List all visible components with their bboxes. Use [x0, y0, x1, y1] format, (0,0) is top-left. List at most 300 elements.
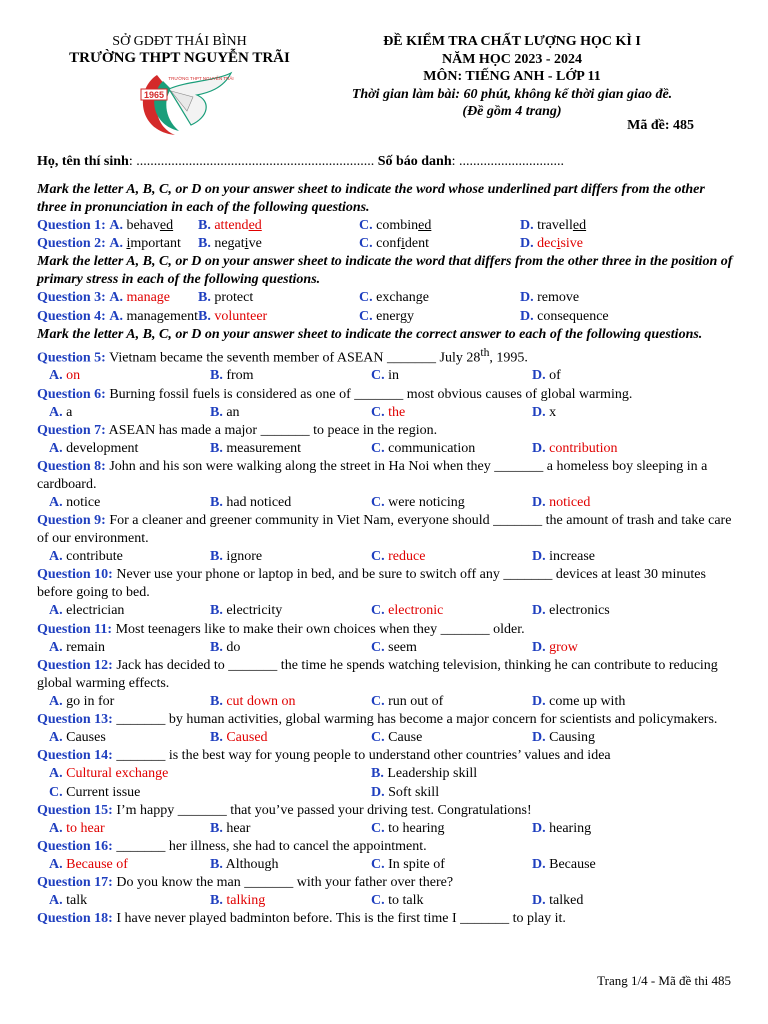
option-letter: B.	[198, 236, 211, 252]
option-text: remove	[537, 290, 580, 306]
question-stem	[37, 711, 737, 729]
option-letter: C.	[371, 549, 385, 565]
answer-option[interactable]	[210, 440, 371, 458]
answer-option[interactable]	[532, 856, 693, 874]
option-cell	[198, 217, 359, 235]
answer-option[interactable]	[49, 548, 210, 566]
option-text: contribution	[549, 440, 618, 456]
option-letter: A.	[49, 440, 63, 456]
id-dots: : ..............................	[451, 154, 565, 169]
option-letter: B.	[210, 440, 223, 456]
question-stem	[37, 802, 737, 820]
option-letter: B.	[198, 308, 211, 324]
answer-option[interactable]	[532, 639, 693, 657]
option-letter: A.	[109, 236, 123, 252]
option-letter: C.	[371, 603, 385, 619]
answer-option[interactable]	[49, 494, 210, 512]
answer-option[interactable]	[198, 236, 262, 251]
option-letter: A.	[49, 404, 63, 420]
option-text: Current issue	[66, 784, 141, 800]
answer-option[interactable]	[210, 367, 371, 385]
option-text-part: combin	[376, 218, 419, 233]
option-text: contribute	[66, 549, 123, 565]
option-cell	[520, 217, 681, 235]
question-list	[37, 181, 737, 928]
answer-option[interactable]	[210, 856, 371, 874]
logo-text: TRƯỜNG THPT NGUYỄN TRÃI	[168, 76, 234, 81]
option-text: Cause	[388, 730, 423, 746]
name-label: Họ, tên thí sinh	[37, 154, 129, 169]
option-letter: A.	[49, 820, 63, 836]
option-text: Causes	[66, 730, 106, 746]
options-row	[37, 729, 737, 747]
option-letter: C.	[371, 820, 385, 836]
underlined-part: ed	[248, 218, 262, 233]
question-row	[37, 217, 737, 235]
option-letter: D.	[520, 236, 534, 252]
option-letter: A.	[109, 218, 123, 233]
option-text-part: sive	[560, 236, 584, 252]
options-row	[37, 892, 737, 910]
question-label: Question 14:	[37, 748, 113, 764]
answer-option[interactable]	[532, 820, 693, 838]
option-cell	[37, 235, 198, 253]
option-text: exchange	[376, 290, 429, 306]
answer-option[interactable]	[371, 784, 693, 802]
answer-option[interactable]	[371, 404, 532, 422]
option-text: seem	[388, 639, 417, 655]
section-instruction: Mark the letter A, B, C, or D on your answer sheet to indicate the word that differs from the other three in the position of primary stress in each of the following questions.	[37, 254, 733, 288]
question-text: Jack has decided to _______ the time he spends watching television, thinking he can contribute to reducing global warming effects.	[37, 657, 718, 691]
option-text: Cultural exchange	[66, 766, 169, 782]
option-text: from	[226, 368, 254, 384]
option-letter: A.	[109, 308, 123, 324]
option-text	[126, 218, 173, 233]
option-letter: D.	[532, 893, 546, 909]
answer-option[interactable]	[371, 765, 693, 783]
option-letter: D.	[532, 440, 546, 456]
question-text: _______ by human activities, global warming has become a major concern for scientists and policymakers.	[116, 712, 718, 728]
option-text: were noticing	[388, 495, 465, 511]
option-text: communication	[388, 440, 476, 456]
option-text: a	[66, 404, 73, 420]
options-row	[37, 856, 737, 874]
question-stem	[37, 838, 737, 856]
answer-option[interactable]	[49, 367, 210, 385]
option-letter: B.	[210, 404, 223, 420]
question-text: Vietnam became the seventh member of ASEAN _______ July 28	[109, 350, 481, 366]
question-text: Burning fossil fuels is considered as one of _______ most obvious causes of global warming.	[109, 386, 633, 402]
option-text: electronics	[549, 603, 610, 619]
question-text: For a cleaner and greener community in Viet Nam, everyone should _______ the amount of trash and take care of our environment.	[37, 513, 732, 547]
option-letter: B.	[210, 893, 223, 909]
option-letter: D.	[532, 603, 546, 619]
answer-option[interactable]	[532, 729, 693, 747]
option-text: noticed	[549, 495, 591, 511]
question-label: Question 18:	[37, 911, 113, 927]
option-text: manage	[126, 290, 170, 306]
answer-option[interactable]	[198, 309, 267, 324]
option-text: Soft skill	[388, 784, 440, 800]
answer-option[interactable]	[210, 639, 371, 657]
option-text: talked	[549, 893, 584, 909]
question-text: _______ her illness, she had to cancel the appointment.	[116, 838, 427, 854]
answer-option[interactable]	[210, 602, 371, 620]
option-text: consequence	[537, 308, 609, 324]
answer-option[interactable]	[359, 309, 414, 324]
option-letter: C.	[371, 893, 385, 909]
school-block	[37, 33, 322, 67]
option-text	[214, 218, 261, 233]
option-letter: B.	[210, 639, 223, 655]
option-text: of	[549, 368, 561, 384]
option-letter: D.	[520, 218, 534, 233]
option-text	[376, 218, 431, 233]
question-label: Question 10:	[37, 567, 113, 583]
option-letter: A.	[109, 290, 123, 306]
option-text: do	[226, 639, 241, 655]
question-text-end: , 1995.	[489, 350, 528, 366]
answer-option[interactable]	[109, 290, 170, 305]
answer-option[interactable]	[49, 602, 210, 620]
option-letter: A.	[49, 856, 63, 872]
underlined-part: ed	[572, 218, 587, 233]
option-letter: A.	[49, 893, 63, 909]
option-letter: B.	[210, 856, 223, 872]
option-letter: B.	[210, 820, 223, 836]
option-text	[537, 236, 583, 251]
time-note: Thời gian làm bài: 60 phút, không kể thời gian giao đề.	[351, 86, 673, 102]
answer-option[interactable]	[371, 639, 532, 657]
option-letter: C.	[371, 368, 385, 384]
option-cell	[198, 235, 359, 253]
question-label: Question 11:	[37, 621, 113, 637]
option-text-part: dent	[404, 236, 430, 252]
option-text: to hear	[66, 820, 105, 836]
option-letter: C.	[359, 308, 373, 324]
option-cell	[37, 289, 198, 307]
option-letter: B.	[198, 290, 211, 306]
option-letter: A.	[49, 693, 63, 709]
school-name: TRƯỜNG THPT NGUYỄN TRÃI	[69, 50, 290, 66]
question-label: Question 1:	[37, 218, 106, 233]
option-letter: C.	[371, 693, 385, 709]
option-text-part: negat	[214, 236, 245, 252]
option-text: go in for	[66, 693, 115, 709]
option-letter: B.	[198, 218, 211, 233]
option-letter: D.	[532, 856, 546, 872]
option-letter: B.	[210, 730, 223, 746]
option-letter: C.	[359, 236, 373, 252]
answer-option[interactable]	[532, 602, 693, 620]
option-text: cut down on	[226, 693, 296, 709]
question-label: Question 3:	[37, 290, 106, 306]
option-text-part: ve	[248, 236, 262, 252]
answer-option[interactable]	[371, 892, 532, 910]
question-stem	[37, 747, 737, 765]
option-text: to hearing	[388, 820, 445, 836]
answer-option[interactable]	[210, 693, 371, 711]
question-text: John and his son were walking along the street in Ha Noi when they _______ a homeless boy sleeping in a cardboard.	[37, 459, 708, 493]
answer-option[interactable]	[210, 404, 371, 422]
subject: MÔN: TIẾNG ANH - LỚP 11	[423, 69, 601, 84]
option-cell	[359, 289, 520, 307]
answer-option[interactable]	[520, 309, 609, 324]
answer-option[interactable]	[520, 290, 579, 305]
option-cell	[359, 217, 520, 235]
answer-option[interactable]	[532, 367, 693, 385]
question-stem	[37, 566, 737, 602]
option-text: electricity	[226, 603, 283, 619]
option-text: grow	[549, 639, 578, 655]
answer-option[interactable]	[109, 309, 198, 324]
underlined-part: ed	[418, 218, 432, 233]
option-text: Because	[549, 856, 596, 872]
answer-option[interactable]	[109, 236, 181, 251]
answer-option[interactable]	[49, 729, 210, 747]
option-text: volunteer	[214, 308, 268, 324]
option-text: to talk	[388, 893, 424, 909]
answer-option[interactable]	[359, 236, 429, 251]
option-letter: D.	[532, 820, 546, 836]
option-letter: D.	[532, 730, 546, 746]
option-letter: C.	[371, 404, 385, 420]
logo-year: 1965	[143, 90, 165, 100]
answer-option[interactable]	[49, 892, 210, 910]
answer-option[interactable]	[371, 820, 532, 838]
options-row	[37, 404, 737, 422]
option-letter: C.	[371, 856, 385, 872]
option-letter: B.	[210, 549, 223, 565]
option-text: had noticed	[226, 495, 292, 511]
option-letter: B.	[210, 495, 223, 511]
question-label: Question 15:	[37, 802, 113, 818]
answer-option[interactable]	[371, 440, 532, 458]
answer-option[interactable]	[532, 548, 693, 566]
question-stem	[37, 910, 737, 928]
question-stem	[37, 621, 737, 639]
option-text-part: attend	[214, 218, 249, 233]
section-instruction: Mark the letter A, B, C, or D on your answer sheet to indicate the word whose underlined part differs from the other three in pronunciation in each of the following questions.	[37, 182, 705, 215]
option-letter: C.	[359, 290, 373, 306]
question-label: Question 5:	[37, 350, 106, 366]
options-row	[37, 548, 737, 566]
question-row	[37, 308, 737, 326]
answer-option[interactable]	[49, 440, 210, 458]
option-text	[537, 218, 586, 233]
underlined-part: i	[401, 236, 405, 252]
answer-option[interactable]	[49, 820, 210, 838]
answer-option[interactable]	[49, 639, 210, 657]
question-label: Question 2:	[37, 236, 106, 252]
question-text: Never use your phone or laptop in bed, and be sure to switch off any _______ devices at least 30 minutes before going to bed.	[37, 567, 706, 601]
answer-option[interactable]	[49, 856, 210, 874]
option-letter: D.	[532, 549, 546, 565]
options-row	[37, 440, 737, 458]
option-text: the	[388, 404, 406, 420]
answer-option[interactable]	[532, 404, 693, 422]
answer-option[interactable]	[49, 784, 371, 802]
department-name: SỞ GDĐT THÁI BÌNH	[112, 34, 247, 49]
option-text: talk	[66, 893, 88, 909]
answer-option[interactable]	[520, 218, 586, 233]
option-cell	[37, 308, 198, 326]
option-text: Causing	[549, 730, 596, 746]
option-text: remain	[66, 639, 105, 655]
option-text: In spite of	[388, 856, 445, 872]
option-letter: C.	[371, 440, 385, 456]
question-label: Question 9:	[37, 513, 106, 529]
answer-option[interactable]	[520, 236, 583, 251]
question-label: Question 12:	[37, 657, 113, 673]
question-text: I’m happy _______ that you’ve passed your driving test. Congratulations!	[116, 802, 532, 818]
option-cell	[359, 235, 520, 253]
question-text: Do you know the man _______ with your father over there?	[116, 875, 454, 891]
exam-page	[37, 33, 737, 928]
answer-option[interactable]	[49, 693, 210, 711]
question-label: Question 8:	[37, 459, 106, 475]
option-text: energy	[376, 308, 414, 324]
option-text: electronic	[388, 603, 444, 619]
answer-option[interactable]	[109, 218, 173, 233]
question-stem	[37, 422, 737, 440]
option-letter: D.	[532, 404, 546, 420]
question-stem	[37, 458, 737, 494]
option-letter: C.	[371, 730, 385, 746]
option-cell	[520, 289, 681, 307]
answer-option[interactable]	[210, 729, 371, 747]
answer-option[interactable]	[371, 856, 532, 874]
option-cell	[520, 308, 681, 326]
question-label: Question 4:	[37, 308, 106, 324]
option-cell	[520, 235, 681, 253]
option-letter: C.	[371, 639, 385, 655]
option-text-part: behav	[126, 218, 160, 233]
option-text: x	[549, 404, 557, 420]
option-text: Caused	[226, 730, 268, 746]
option-letter: D.	[532, 693, 546, 709]
question-text: Most teenagers like to make their own choices when they _______ older.	[115, 621, 525, 637]
page-footer: Trang 1/4 - Mã đề thi 485	[597, 973, 731, 988]
option-letter: A.	[49, 549, 63, 565]
option-letter: D.	[532, 639, 546, 655]
underlined-part: i	[126, 236, 131, 252]
answer-option[interactable]	[210, 548, 371, 566]
option-text: management	[126, 308, 198, 324]
option-letter: A.	[49, 639, 63, 655]
options-row	[37, 639, 737, 657]
option-letter: C.	[371, 495, 385, 511]
exam-title: ĐỀ KIỂM TRA CHẤT LƯỢNG HỌC KÌ I	[383, 34, 641, 49]
question-row	[37, 235, 737, 253]
option-letter: A.	[49, 495, 63, 511]
option-letter: D.	[520, 308, 534, 324]
option-letter: D.	[371, 784, 385, 800]
option-letter: B.	[210, 603, 223, 619]
option-text: come up with	[549, 693, 626, 709]
answer-option[interactable]	[532, 440, 693, 458]
answer-option[interactable]	[49, 765, 371, 783]
answer-option[interactable]	[371, 729, 532, 747]
answer-option[interactable]	[371, 602, 532, 620]
answer-option[interactable]	[359, 290, 429, 305]
id-label: Số báo danh	[377, 154, 452, 169]
option-text	[376, 236, 429, 251]
option-letter: A.	[49, 766, 63, 782]
question-text: _______ is the best way for young people to understand other countries’ values and idea	[116, 748, 611, 764]
option-text: ignore	[226, 549, 263, 565]
student-info-line	[37, 153, 737, 171]
answer-option[interactable]	[210, 892, 371, 910]
answer-option[interactable]	[210, 494, 371, 512]
option-text-part: conf	[376, 236, 402, 252]
answer-option[interactable]	[371, 693, 532, 711]
answer-option[interactable]	[198, 290, 253, 305]
options-row	[37, 367, 737, 385]
option-letter: A.	[49, 368, 63, 384]
question-row	[37, 289, 737, 307]
option-text: Although	[225, 856, 279, 872]
option-text: Leadership skill	[387, 766, 478, 782]
answer-option[interactable]	[210, 820, 371, 838]
option-text: hearing	[549, 820, 592, 836]
answer-option[interactable]	[532, 494, 693, 512]
question-label: Question 16:	[37, 838, 113, 854]
option-text-part: mportant	[130, 236, 181, 252]
answer-option[interactable]	[49, 404, 210, 422]
question-stem	[37, 874, 737, 892]
option-letter: D.	[532, 368, 546, 384]
answer-option[interactable]	[371, 548, 532, 566]
option-text: run out of	[388, 693, 444, 709]
question-label: Question 7:	[37, 422, 106, 438]
option-text: an	[226, 404, 240, 420]
answer-option[interactable]	[532, 892, 693, 910]
options-row	[37, 602, 737, 620]
underlined-part: i	[556, 236, 561, 252]
option-text: electrician	[66, 603, 125, 619]
pages-note: (Đề gồm 4 trang)	[462, 104, 562, 119]
option-letter: A.	[49, 603, 63, 619]
option-text: talking	[226, 893, 266, 909]
answer-option[interactable]	[198, 218, 262, 233]
option-letter: B.	[210, 693, 223, 709]
name-dots: : ....................................................................	[128, 154, 375, 169]
option-letter: C.	[359, 218, 373, 233]
question-stem	[37, 512, 737, 548]
question-label: Question 6:	[37, 386, 106, 402]
option-text: reduce	[388, 549, 426, 565]
option-text: notice	[66, 495, 101, 511]
school-logo	[127, 71, 237, 139]
answer-option[interactable]	[371, 494, 532, 512]
answer-option[interactable]	[359, 218, 431, 233]
question-stem	[37, 386, 737, 404]
options-row	[37, 494, 737, 512]
answer-option[interactable]	[371, 367, 532, 385]
underlined-part: ed	[159, 218, 174, 233]
option-letter: D.	[532, 495, 546, 511]
answer-option[interactable]	[532, 693, 693, 711]
option-text	[214, 236, 261, 251]
question-text-sup: th	[480, 345, 490, 359]
options-row	[37, 784, 737, 802]
option-cell	[198, 308, 359, 326]
exam-title-block	[327, 33, 697, 121]
option-text: on	[66, 368, 81, 384]
options-row	[37, 765, 737, 783]
option-text: protect	[214, 290, 254, 306]
